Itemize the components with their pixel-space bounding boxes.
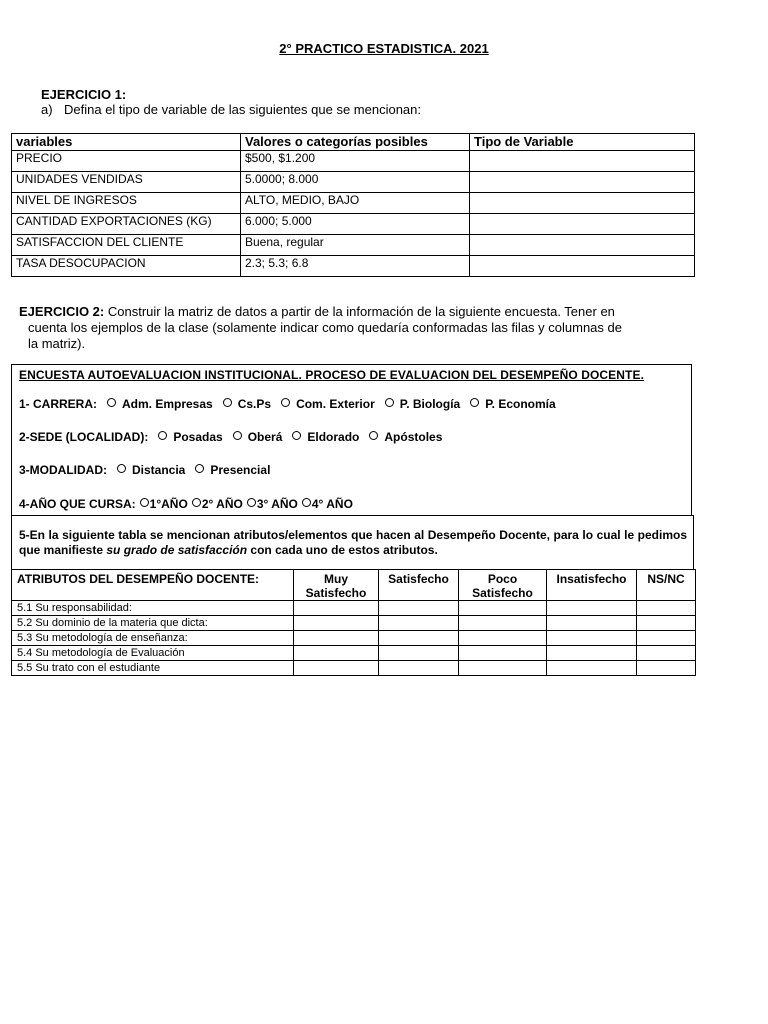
radio-circle-icon[interactable] (385, 398, 394, 407)
question-modality (19, 463, 270, 477)
survey-title: ENCUESTA AUTOEVALUACION INSTITUCIONAL. PROCESO DE EVALUACION DEL DESEMPEÑO DOCENTE. (19, 368, 645, 382)
radio-option[interactable] (195, 463, 270, 477)
radio-circle-icon[interactable] (140, 498, 149, 507)
rating-cell[interactable] (379, 616, 459, 631)
question-label: 2-SEDE (LOCALIDAD): (19, 430, 149, 444)
radio-circle-icon[interactable] (247, 498, 256, 507)
radio-option[interactable] (247, 497, 298, 511)
rating-cell[interactable] (459, 601, 547, 616)
radio-option[interactable] (369, 430, 442, 444)
rating-cell[interactable] (637, 601, 696, 616)
radio-option-label: 2° AÑO (201, 497, 243, 511)
dissatisfied-column-header: Insatisfecho (547, 570, 637, 601)
variable-type-cell[interactable] (470, 256, 695, 277)
exercise-1-heading: EJERCICIO 1: (41, 87, 127, 102)
radio-option[interactable] (385, 397, 460, 411)
variable-name-cell: PRECIO (12, 151, 241, 172)
exercise-1-question (41, 102, 421, 117)
variables-table (11, 133, 695, 277)
radio-circle-icon[interactable] (223, 398, 232, 407)
attribute-label-cell: 5.5 Su trato con el estudiante (12, 661, 294, 676)
radio-option[interactable] (223, 397, 271, 411)
radio-option[interactable] (158, 430, 222, 444)
page-title: 2° PRACTICO ESTADISTICA. 2021 (279, 41, 489, 56)
radio-circle-icon[interactable] (470, 398, 479, 407)
radio-option[interactable] (281, 397, 375, 411)
exercise-2-line-2: cuenta los ejemplos de la clase (solamente indicar como quedaría conformadas las filas y columnas de (28, 320, 622, 335)
rating-cell[interactable] (459, 661, 547, 676)
radio-option-label: 1°AÑO (149, 497, 188, 511)
radio-option-label: 4° AÑO (311, 497, 353, 511)
radio-option[interactable] (107, 397, 213, 411)
exercise-2-line-3: la matriz). (28, 336, 86, 351)
variable-values-cell: 2.3; 5.3; 6.8 (241, 256, 470, 277)
rating-cell[interactable] (547, 631, 637, 646)
radio-option-label: Adm. Empresas (122, 397, 213, 411)
question-label: 1- CARRERA: (19, 397, 97, 411)
radio-option[interactable] (140, 497, 188, 511)
variable-values-cell: ALTO, MEDIO, BAJO (241, 193, 470, 214)
radio-option-label: Eldorado (307, 430, 360, 444)
variable-name-cell: SATISFACCION DEL CLIENTE (12, 235, 241, 256)
question-5-box (11, 515, 694, 570)
radio-circle-icon[interactable] (369, 431, 378, 440)
table-row (12, 193, 695, 214)
variable-values-cell: 5.0000; 8.000 (241, 172, 470, 193)
radio-circle-icon[interactable] (292, 431, 301, 440)
variable-type-cell[interactable] (470, 214, 695, 235)
satisfied-column-header: Satisfecho (379, 570, 459, 601)
exercise-1-item-text: Defina el tipo de variable de las siguientes que se mencionan: (64, 102, 422, 117)
radio-option-label: Distancia (132, 463, 186, 477)
question-5-text (19, 528, 687, 558)
exercise-1-item-letter: a) (41, 102, 53, 117)
rating-cell[interactable] (294, 601, 379, 616)
radio-option-label: Presencial (210, 463, 271, 477)
variable-type-cell[interactable] (470, 193, 695, 214)
rating-cell[interactable] (547, 646, 637, 661)
rating-cell[interactable] (547, 661, 637, 676)
variables-table-header-row (12, 134, 695, 151)
rating-cell[interactable] (379, 601, 459, 616)
rating-cell[interactable] (294, 646, 379, 661)
question-campus (19, 430, 442, 444)
table-row (12, 235, 695, 256)
radio-circle-icon[interactable] (107, 398, 116, 407)
variable-type-cell[interactable] (470, 172, 695, 193)
variable-type-column-header: Tipo de Variable (470, 134, 695, 151)
rating-cell[interactable] (379, 646, 459, 661)
question-year (19, 497, 353, 511)
radio-option-label: Cs.Ps (237, 397, 272, 411)
variable-values-cell: 6.000; 5.000 (241, 214, 470, 235)
table-row (12, 661, 696, 676)
question-5-text-part-1: 5-En la siguiente tabla se mencionan atributos/elementos que hacen al Desempeño Docente, para lo cual le pedimos que manifieste (19, 528, 687, 557)
variable-name-cell: CANTIDAD EXPORTACIONES (KG) (12, 214, 241, 235)
rating-cell[interactable] (379, 661, 459, 676)
rating-cell[interactable] (637, 616, 696, 631)
rating-cell[interactable] (294, 631, 379, 646)
table-row (12, 616, 696, 631)
rating-cell[interactable] (379, 631, 459, 646)
rating-cell[interactable] (637, 661, 696, 676)
little-satisfied-column-header: Poco Satisfecho (459, 570, 547, 601)
radio-option[interactable] (292, 430, 359, 444)
table-row (12, 256, 695, 277)
table-row (12, 601, 696, 616)
radio-option-label: P. Economía (485, 397, 556, 411)
table-row (12, 214, 695, 235)
variable-name-cell: TASA DESOCUPACION (12, 256, 241, 277)
attribute-label-cell: 5.1 Su responsabilidad: (12, 601, 294, 616)
radio-option-label: Apóstoles (384, 430, 443, 444)
rating-cell[interactable] (459, 646, 547, 661)
table-row (12, 631, 696, 646)
radio-option-label: 3° AÑO (256, 497, 298, 511)
attributes-table-header-row (12, 570, 696, 601)
rating-cell[interactable] (547, 601, 637, 616)
radio-option-label: Posadas (173, 430, 223, 444)
radio-circle-icon[interactable] (195, 464, 204, 473)
table-row (12, 646, 696, 661)
question-label: 3-MODALIDAD: (19, 463, 107, 477)
rating-cell[interactable] (637, 631, 696, 646)
variable-name-cell: NIVEL DE INGRESOS (12, 193, 241, 214)
survey-box (11, 364, 692, 516)
attribute-label-cell: 5.3 Su metodología de enseñanza: (12, 631, 294, 646)
radio-option-label: Com. Exterior (296, 397, 375, 411)
table-row (12, 172, 695, 193)
radio-circle-icon[interactable] (281, 398, 290, 407)
radio-option[interactable] (233, 430, 283, 444)
question-career (19, 397, 556, 411)
question-label: 4-AÑO QUE CURSA: (19, 497, 136, 511)
rating-cell[interactable] (459, 631, 547, 646)
radio-circle-icon[interactable] (233, 431, 242, 440)
rating-cell[interactable] (294, 616, 379, 631)
radio-circle-icon[interactable] (117, 464, 126, 473)
exercise-2-label: EJERCICIO 2: (19, 304, 105, 319)
radio-circle-icon[interactable] (158, 431, 167, 440)
attribute-label-cell: 5.4 Su metodología de Evaluación (12, 646, 294, 661)
radio-option[interactable] (470, 397, 555, 411)
rating-cell[interactable] (294, 661, 379, 676)
question-5-text-italic: su grado de satisfacción (106, 543, 248, 557)
variable-type-cell[interactable] (470, 235, 695, 256)
attribute-label-cell: 5.2 Su dominio de la materia que dicta: (12, 616, 294, 631)
attributes-column-header: ATRIBUTOS DEL DESEMPEÑO DOCENTE: (12, 570, 294, 601)
radio-circle-icon[interactable] (302, 498, 311, 507)
radio-option-label: Oberá (247, 430, 283, 444)
rating-cell[interactable] (459, 616, 547, 631)
radio-option[interactable] (117, 463, 185, 477)
variable-name-cell: UNIDADES VENDIDAS (12, 172, 241, 193)
variable-type-cell[interactable] (470, 151, 695, 172)
radio-option[interactable] (192, 497, 243, 511)
variable-values-cell: $500, $1.200 (241, 151, 470, 172)
question-5-text-part-2: con cada uno de estos atributos. (247, 543, 438, 557)
attributes-table (11, 569, 696, 676)
variable-values-cell: Buena, regular (241, 235, 470, 256)
ns-nc-column-header: NS/NC (637, 570, 696, 601)
rating-cell[interactable] (637, 646, 696, 661)
rating-cell[interactable] (547, 616, 637, 631)
variables-column-header: variables (12, 134, 241, 151)
table-row (12, 151, 695, 172)
radio-option-label: P. Biología (399, 397, 461, 411)
exercise-2-text (19, 304, 684, 352)
values-column-header: Valores o categorías posibles (241, 134, 470, 151)
radio-circle-icon[interactable] (192, 498, 201, 507)
very-satisfied-column-header: Muy Satisfecho (294, 570, 379, 601)
radio-option[interactable] (302, 497, 353, 511)
exercise-2-line-1: Construir la matriz de datos a partir de la información de la siguiente encuesta. Tener en (104, 304, 615, 319)
